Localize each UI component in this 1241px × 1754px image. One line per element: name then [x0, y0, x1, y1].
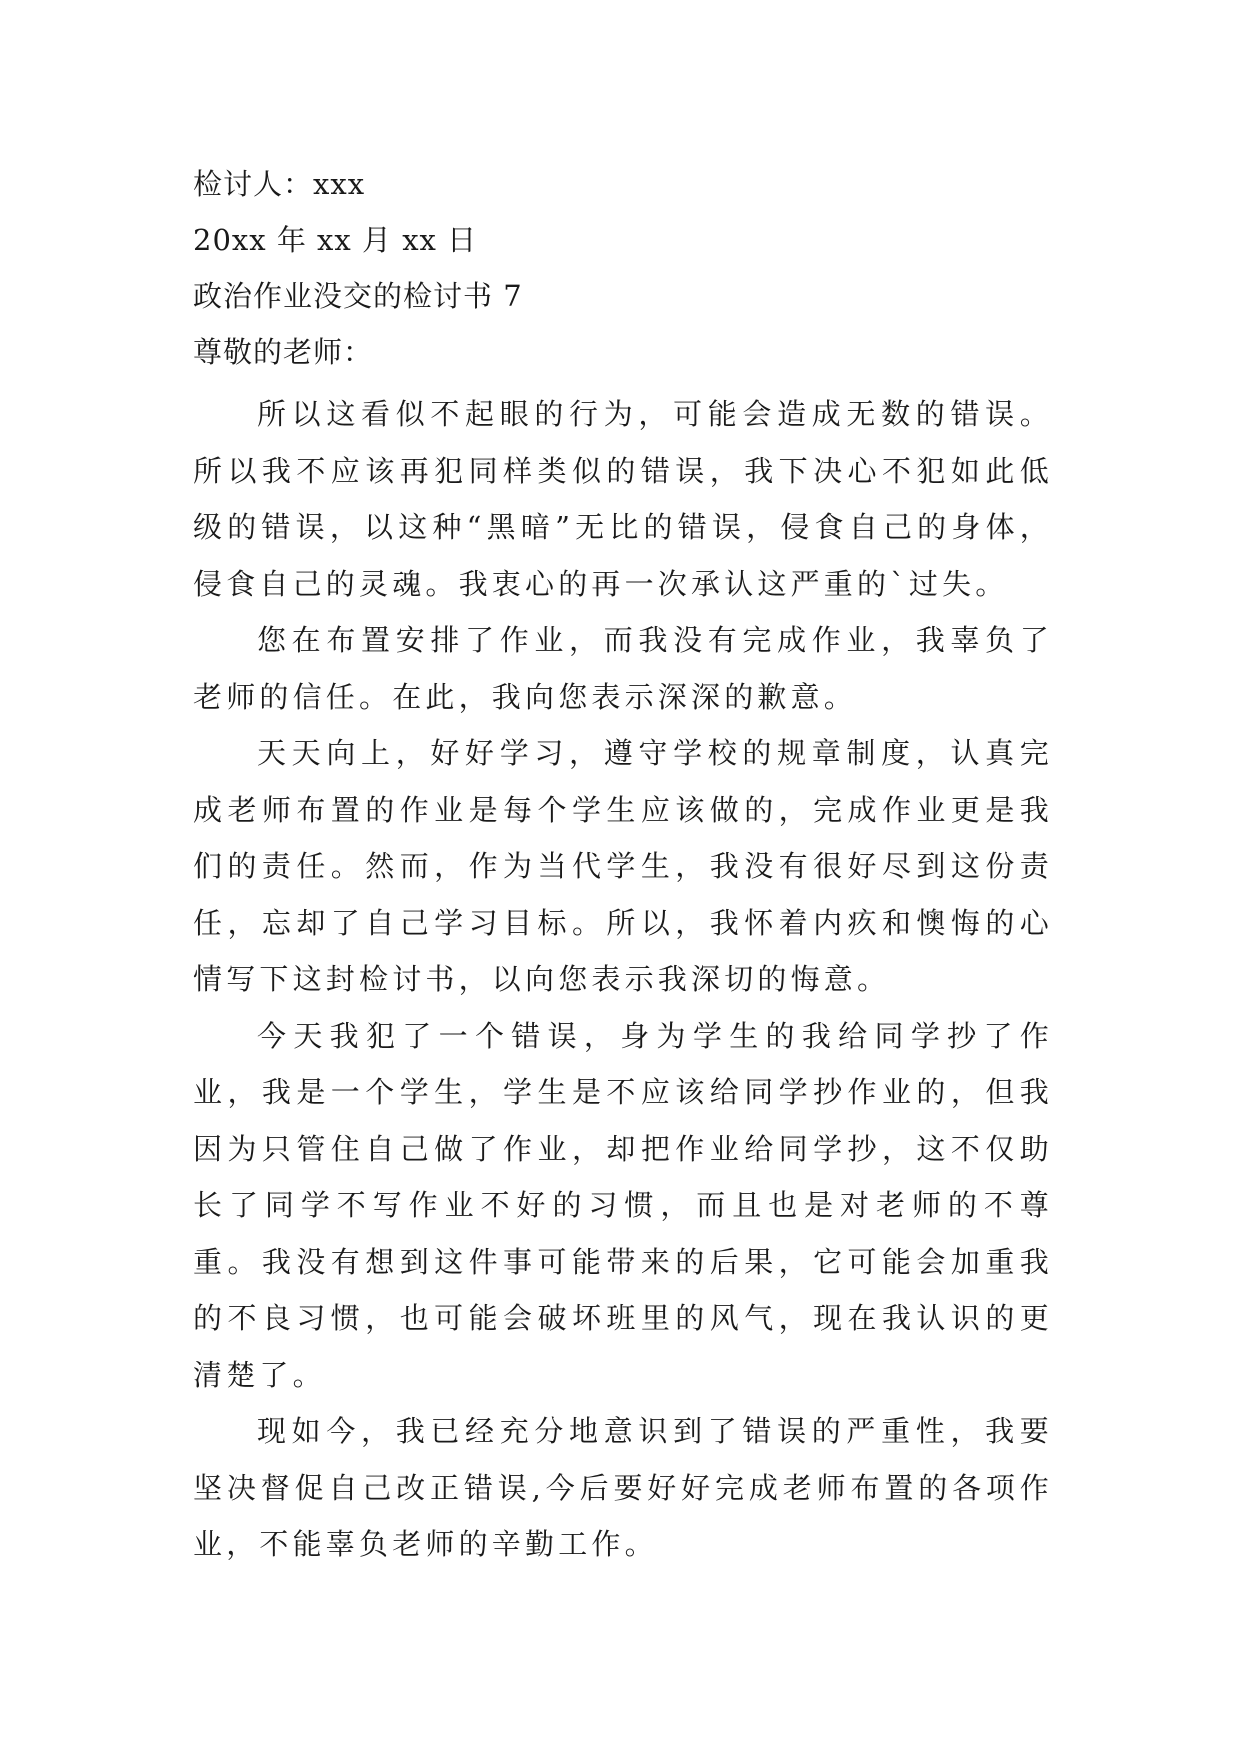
document-body	[193, 156, 1053, 1573]
date-line: 20xx 年 xx 月 xx 日	[193, 223, 478, 257]
paragraph-5: 现如今，我已经充分地意识到了错误的严重性，我要坚决督促自己改正错误,今后要好好完成老师布置的各项作业，不能辜负老师的辛勤工作。	[193, 1414, 1053, 1561]
document-title: 政治作业没交的检讨书 7	[193, 279, 523, 313]
salutation: 尊敬的老师：	[193, 335, 374, 369]
paragraph-2: 您在布置安排了作业，而我没有完成作业，我辜负了老师的信任。在此，我向您表示深深的歉意。	[193, 623, 1053, 714]
signer-line: 检讨人：xxx	[193, 167, 366, 201]
paragraph-3: 天天向上，好好学习，遵守学校的规章制度，认真完成老师布置的作业是每个学生应该做的，完成作业更是我们的责任。然而，作为当代学生，我没有很好尽到这份责任，忘却了自己学习目标。所以，我怀着内疚和懊悔的心情写下这封检讨书，以向您表示我深切的悔意。	[193, 736, 1053, 996]
paragraph-1: 所以这看似不起眼的行为，可能会造成无数的错误。所以我不应该再犯同样类似的错误，我下决心不犯如此低级的错误，以这种“黑暗”无比的错误，侵食自己的身体，侵食自己的灵魂。我衷心的再一次承认这严重的`过失。	[193, 397, 1053, 601]
paragraph-4: 今天我犯了一个错误，身为学生的我给同学抄了作业，我是一个学生，学生是不应该给同学抄作业的，但我因为只管住自己做了作业，却把作业给同学抄，这不仅助长了同学不写作业不好的习惯，而且也是对老师的不尊重。我没有想到这件事可能带来的后果，它可能会加重我的不良习惯，也可能会破坏班里的风气，现在我认识的更清楚了。	[193, 1018, 1053, 1392]
